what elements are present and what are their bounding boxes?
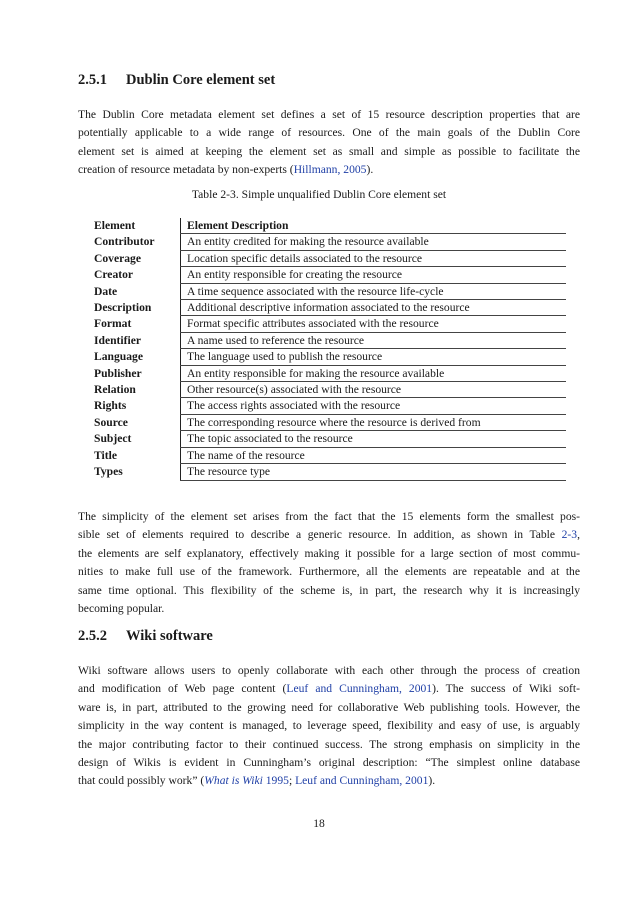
paragraph-wiki (78, 662, 580, 791)
section-heading-2-5-2 (78, 628, 213, 645)
element-name-cell: Format (94, 317, 132, 331)
element-name-cell: Description (94, 301, 152, 315)
table-row (88, 447, 566, 463)
element-name-cell: Relation (94, 383, 136, 397)
paragraph-dublin-core (78, 106, 580, 180)
text-line: element set is aimed at keeping the element set as small and simple as possible to facilitate the (78, 144, 580, 158)
table-row (88, 267, 566, 283)
text-line: The simplicity of the element set arises from the fact that the 15 elements form the smallest pos- (78, 510, 580, 523)
text-line: Wiki software allows users to openly collaborate with each other through the process of creation (78, 664, 580, 677)
table-row (88, 398, 566, 414)
dublin-core-table (88, 218, 566, 481)
text-line: design of Wikis is evident in Cunningham’s original description: “The simplest online database (78, 756, 580, 770)
section-title: Dublin Core element set (126, 72, 276, 88)
table-body (88, 234, 566, 480)
element-name-cell: Creator (94, 268, 134, 282)
element-name-cell: Coverage (94, 251, 141, 265)
text-line: potentially applicable to a wide range of resources. One of the main goals of the Dublin Core (78, 126, 580, 140)
table-header-row (88, 218, 566, 234)
text-line: that could possibly work” (What is Wiki 1995; Leuf and Cunningham, 2001). (78, 774, 436, 788)
citation-link[interactable]: What is Wiki 1995 (204, 774, 289, 788)
citation-link[interactable]: Hillmann, 2005 (293, 163, 367, 177)
table-row (88, 349, 566, 365)
text-line: simplicity in the way content is managed, to leverage speed, flexibility and easy of use, is arguably (78, 719, 580, 733)
citation-link[interactable]: Leuf and Cunningham, 2001 (286, 682, 433, 696)
text-line: The Dublin Core metadata element set defines a set of 15 resource description properties that are (78, 108, 580, 121)
element-description-cell: Format specific attributes associated with the resource (181, 316, 567, 332)
element-description-cell: The name of the resource (181, 447, 567, 463)
text-line: and modification of Web page content (Leuf and Cunningham, 2001). The success of Wiki soft- (78, 682, 580, 696)
table-row (88, 431, 566, 447)
element-description-cell: The corresponding resource where the resource is derived from (181, 414, 567, 430)
table-row (88, 250, 566, 266)
section-number: 2.5.1 (78, 72, 107, 88)
column-header-description: Element Description (181, 218, 567, 234)
table-row (88, 414, 566, 430)
element-description-cell: Other resource(s) associated with the resource (181, 382, 567, 398)
element-name-cell: Identifier (94, 333, 142, 347)
element-name-cell: Types (94, 465, 123, 479)
element-description-cell: The resource type (181, 464, 567, 480)
element-description-cell: The access rights associated with the resource (181, 398, 567, 414)
element-name-cell: Language (94, 350, 143, 364)
table-row (88, 300, 566, 316)
table-row (88, 365, 566, 381)
paragraph-simplicity (78, 508, 580, 618)
element-description-cell: Additional descriptive information associated to the resource (181, 300, 567, 316)
element-name-cell: Contributor (94, 235, 155, 249)
citation-link[interactable]: Leuf and Cunningham, 2001 (295, 774, 429, 788)
element-description-cell: Location specific details associated to the resource (181, 250, 567, 266)
column-header-element: Element (94, 219, 136, 233)
element-description-cell: The language used to publish the resource (181, 349, 567, 365)
text-line: the elements are self explanatory, effectively making it possible for a large section of most commu- (78, 546, 580, 560)
element-description-cell: A time sequence associated with the resource life-cycle (181, 283, 567, 299)
text-line: creation of resource metadata by non-experts (Hillmann, 2005). (78, 163, 374, 177)
element-description-cell: An entity responsible for creating the resource (181, 267, 567, 283)
element-name-cell: Subject (94, 432, 132, 446)
table-row (88, 316, 566, 332)
element-description-cell: The topic associated to the resource (181, 431, 567, 447)
text-line: the major contributing factor to their continued success. The strong emphasis on simplicity in the (78, 737, 580, 751)
text-line: ware is, in part, attributed to the growing need for collaborative Web publishing tools. However, the (78, 700, 580, 714)
text-line: nities to make full use of the framework. Furthermore, all the elements are repeatable and at the (78, 565, 580, 579)
table-row (88, 332, 566, 348)
element-description-cell: An entity credited for making the resource available (181, 234, 567, 250)
table-row (88, 464, 566, 480)
element-description-cell: An entity responsible for making the resource available (181, 365, 567, 381)
element-name-cell: Title (94, 448, 117, 462)
element-name-cell: Rights (94, 399, 127, 413)
text-line: same time optional. This flexibility of the scheme is, in part, the research why it is increasingly (78, 583, 580, 597)
table-row (88, 382, 566, 398)
table-row (88, 234, 566, 250)
text-line: sible set of elements required to describe a generic resource. In addition, as shown in Table 2-3, (78, 528, 580, 542)
table-row (88, 283, 566, 299)
text-line: becoming popular. (78, 602, 165, 616)
section-title: Wiki software (126, 628, 213, 644)
element-name-cell: Publisher (94, 366, 142, 380)
section-number: 2.5.2 (78, 628, 107, 644)
element-name-cell: Source (94, 415, 128, 429)
table-reference-link[interactable]: 2-3 (561, 528, 578, 542)
element-name-cell: Date (94, 284, 118, 298)
table-caption: Table 2-3. Simple unqualified Dublin Core element set (191, 188, 447, 201)
section-heading-2-5-1 (78, 72, 275, 89)
page-number: 18 (313, 817, 325, 830)
element-description-cell: A name used to reference the resource (181, 332, 567, 348)
